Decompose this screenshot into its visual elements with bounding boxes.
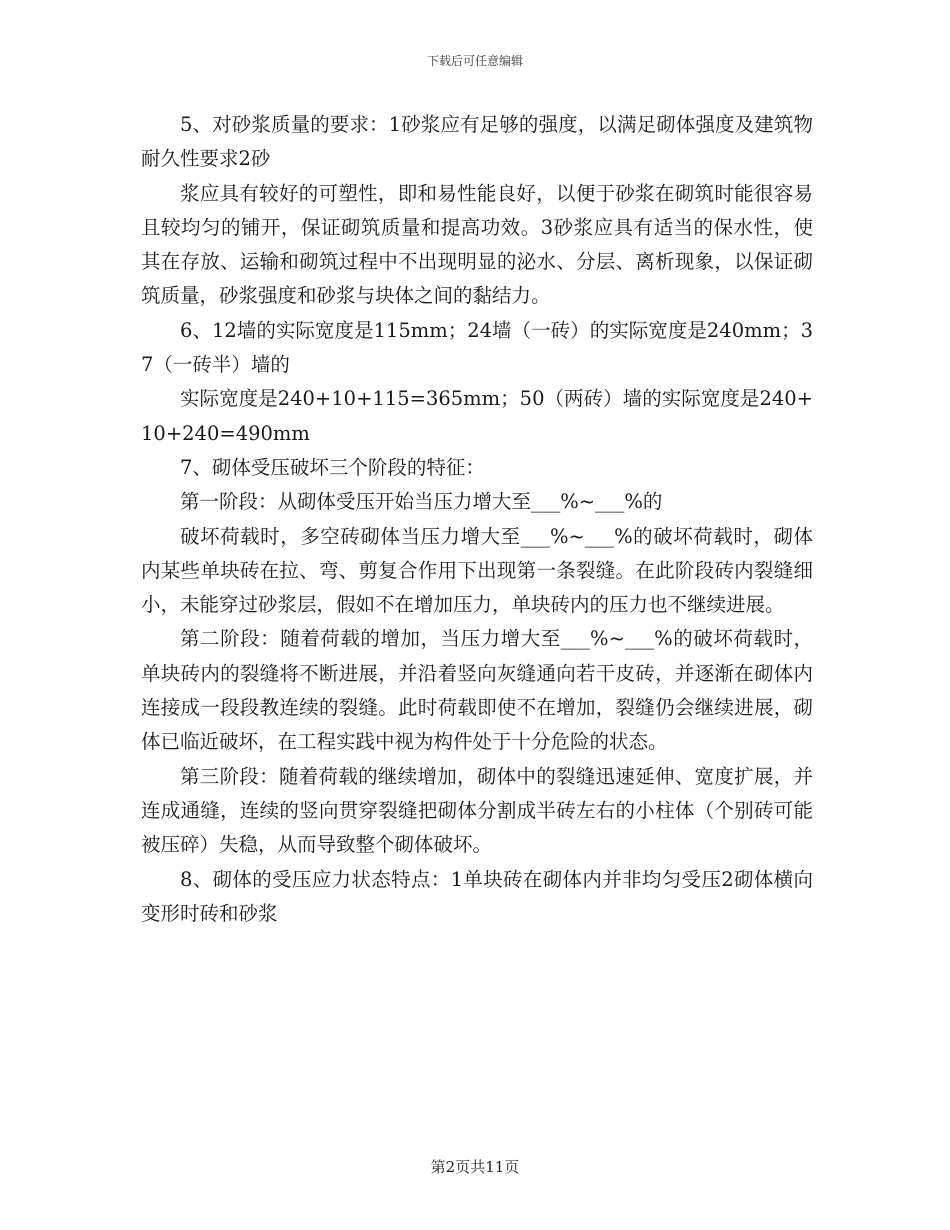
paragraph-stage-two: 第二阶段：随着荷载的增加，当压力增大至___%~___%的破坏荷载时，单块砖内的裂缝将不断进展，并沿着竖向灰缝通向若干皮砖，并逐渐在砌体内连接成一段段教连续的裂缝。此时荷载即使不在增加，裂缝仍会继续进展，砌体已临近破坏，在工程实践中视为构件处于十分危险的状态。 <box>141 627 813 754</box>
page-number: 第2页共11页 <box>430 1158 520 1176</box>
paragraph-stage-one-continued: 破坏荷载时，多空砖砌体当压力增大至___%~___%的破坏荷载时，砌体内某些单块砖在拉、弯、剪复合作用下出现第一条裂缝。在此阶段砖内裂缝细小，未能穿过砂浆层，假如不在增加压力，单块砖内的压力也不继续进展。 <box>141 524 813 617</box>
paragraph-mortar-requirements: 5、对砂浆质量的要求：1砂浆应有足够的强度，以满足砌体强度及建筑物耐久性要求2砂 <box>141 113 813 171</box>
paragraph-wall-width-continued: 实际宽度是240+10+115=365mm；50（两砖）墙的实际宽度是240+10+240=490mm <box>141 387 813 445</box>
paragraph-stress-state: 8、砌体的受压应力状态特点：1单块砖在砌体内并非均匀受压2砌体横向变形时砖和砂浆 <box>141 867 813 925</box>
document-body <box>141 108 813 931</box>
paragraph-failure-stages-heading: 7、砌体受压破坏三个阶段的特征： <box>180 455 485 479</box>
paragraph-stage-three: 第三阶段：随着荷载的继续增加，砌体中的裂缝迅速延伸、宽度扩展，并连成通缝，连续的竖向贯穿裂缝把砌体分割成半砖左右的小柱体（个别砖可能被压碎）失稳，从而导致整个砌体破坏。 <box>141 764 813 857</box>
paragraph-wall-width: 6、12墙的实际宽度是115mm；24墙（一砖）的实际宽度是240mm；37（一砖半）墙的 <box>141 318 813 377</box>
page-header: 下载后可任意编辑 <box>426 54 523 68</box>
paragraph-mortar-plasticity: 浆应具有较好的可塑性，即和易性能良好，以便于砂浆在砌筑时能很容易且较均匀的铺开，保证砌筑质量和提高功效。3砂浆应具有适当的保水性，使其在存放、运输和砌筑过程中不出现明显的泌水、分层、离析现象，以保证砌筑质量，砂浆强度和砂浆与块体之间的黏结力。 <box>141 181 813 308</box>
paragraph-stage-one: 第一阶段：从砌体受压开始当压力增大至___%~___%的 <box>180 490 663 514</box>
